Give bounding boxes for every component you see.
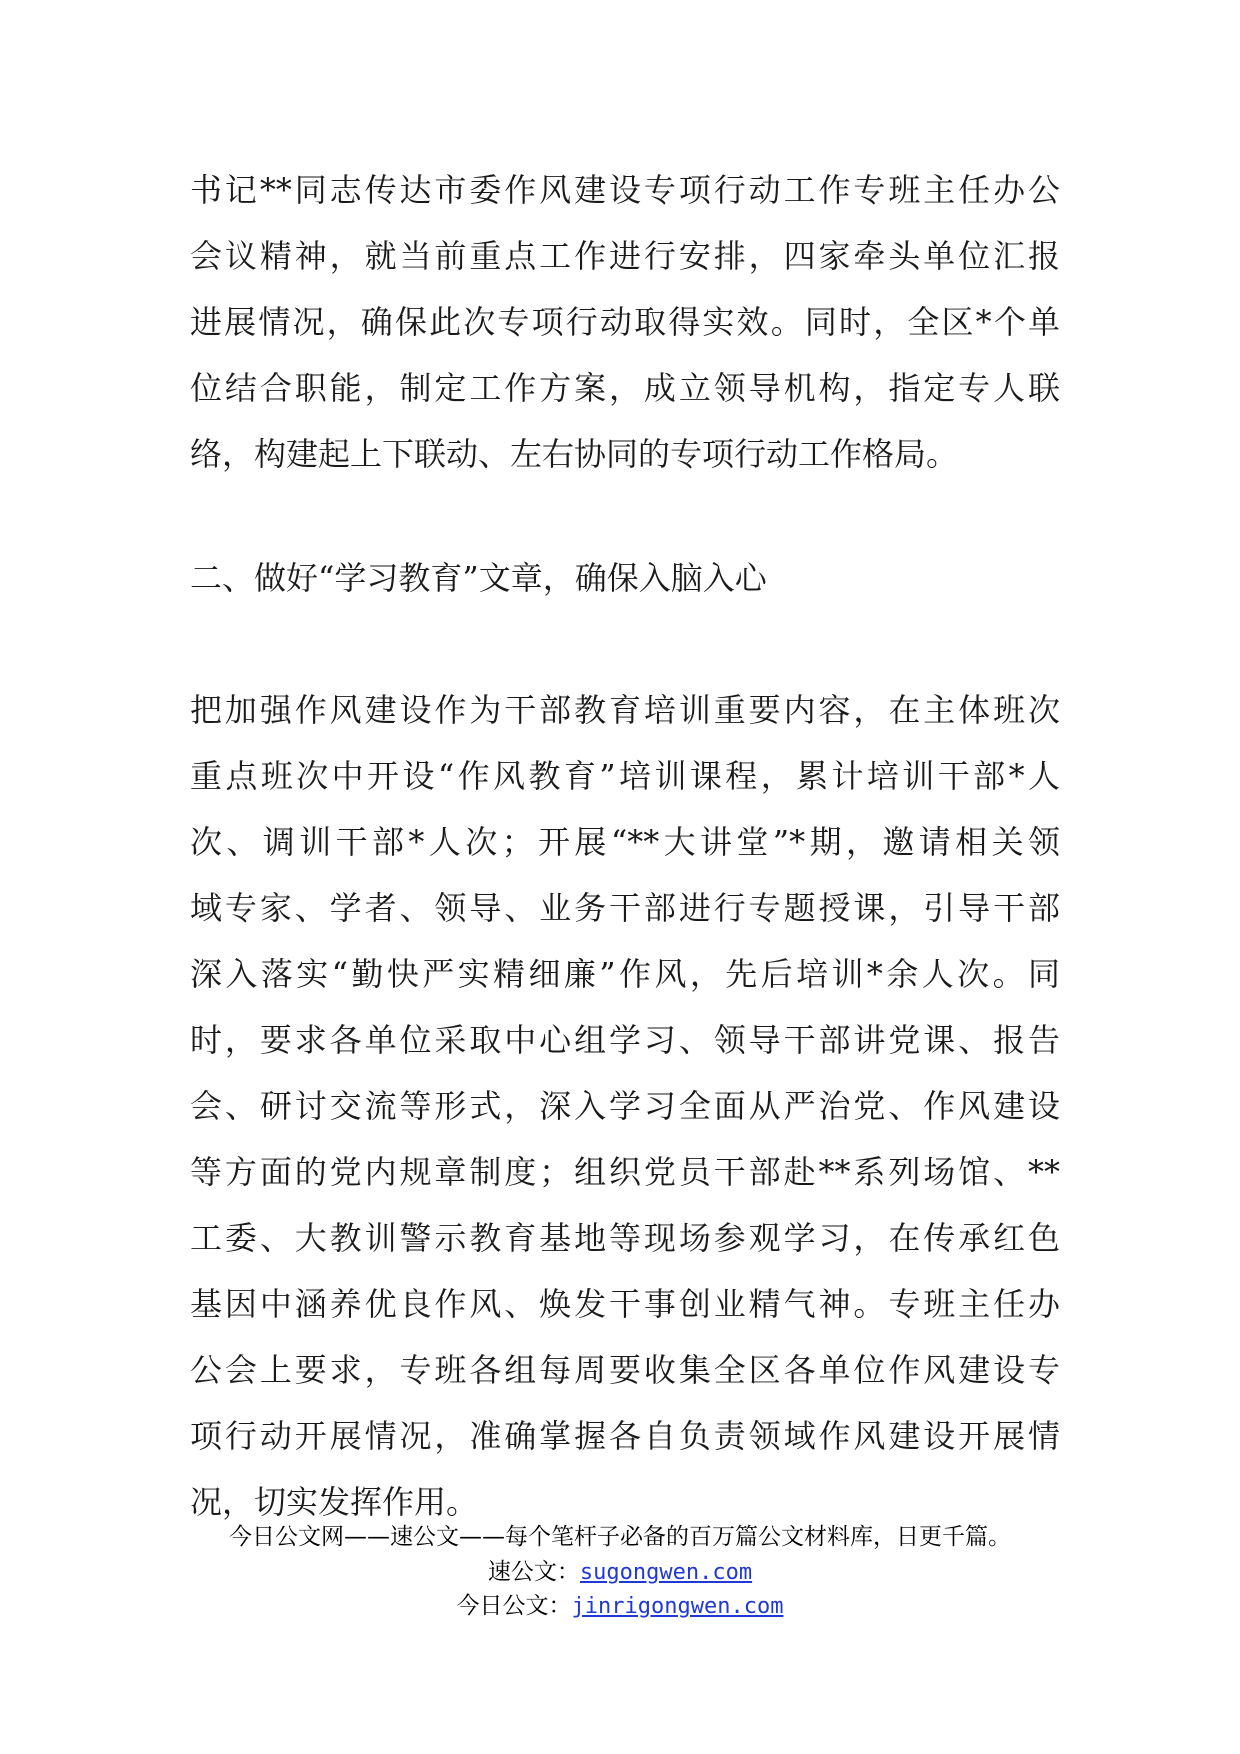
footer-site-1-link[interactable]: sugongwen.com [579,1560,753,1585]
paragraph-line: 重点班次中开设“作风教育”培训课程，累计培训干部*人 [190,757,1060,795]
paragraph-line: 时，要求各单位采取中心组学习、领导干部讲党课、报告 [190,1021,1060,1059]
paragraph-line: 公会上要求，专班各组每周要收集全区各单位作风建设专 [190,1351,1060,1389]
paragraph-line: 域专家、学者、领导、业务干部进行专题授课，引导干部 [190,889,1060,927]
footer-site-2-label: 今日公文： [456,1593,572,1619]
paragraph-line: 基因中涵养优良作风、焕发干事创业精气神。专班主任办 [190,1285,1060,1323]
paragraph-line: 等方面的党内规章制度；组织党员干部赴**系列场馆、** [190,1153,1060,1191]
paragraph-line: 工委、大教训警示教育基地等现场参观学习，在传承红色 [190,1219,1060,1257]
paragraph-line: 况，切实发挥作用。 [190,1483,479,1521]
paragraph-line: 项行动开展情况，准确掌握各自负责领域作风建设开展情 [190,1417,1060,1455]
footer-site-2 [0,1587,1240,1620]
section-heading [190,545,1060,611]
paragraph-line: 次、调训干部*人次；开展“**大讲堂”*期，邀请相关领 [190,823,1060,861]
footer-site-1 [0,1553,1240,1586]
paragraph-line: 络，构建起上下联动、左右协同的专项行动工作格局。 [190,435,959,473]
paragraph-line: 进展情况，确保此次专项行动取得实效。同时，全区*个单 [190,303,1060,341]
paragraph-line: 深入落实“勤快严实精细廉”作风，先后培训*余人次。同 [190,955,1060,993]
footer-site-2-link[interactable]: jinrigongwen.com [571,1594,784,1619]
footer-site-1-label: 速公文： [487,1559,580,1585]
paragraph-2 [190,677,1060,1535]
footer-slogan: 今日公文网——速公文——每个笔杆子必备的百万篇公文材料库，日更千篇。 [229,1524,1011,1550]
paragraph-line: 书记**同志传达市委作风建设专项行动工作专班主任办公 [190,171,1060,209]
paragraph-line: 把加强作风建设作为干部教育培训重要内容，在主体班次 [190,691,1060,729]
paragraph-line: 会、研讨交流等形式，深入学习全面从严治党、作风建设 [190,1087,1060,1125]
section-heading-text: 二、做好“学习教育”文章，确保入脑入心 [190,559,767,597]
paragraph-line: 位结合职能，制定工作方案，成立领导机构，指定专人联 [190,369,1060,407]
paragraph-line: 会议精神，就当前重点工作进行安排，四家牵头单位汇报 [190,237,1060,275]
paragraph-1 [190,157,1060,487]
